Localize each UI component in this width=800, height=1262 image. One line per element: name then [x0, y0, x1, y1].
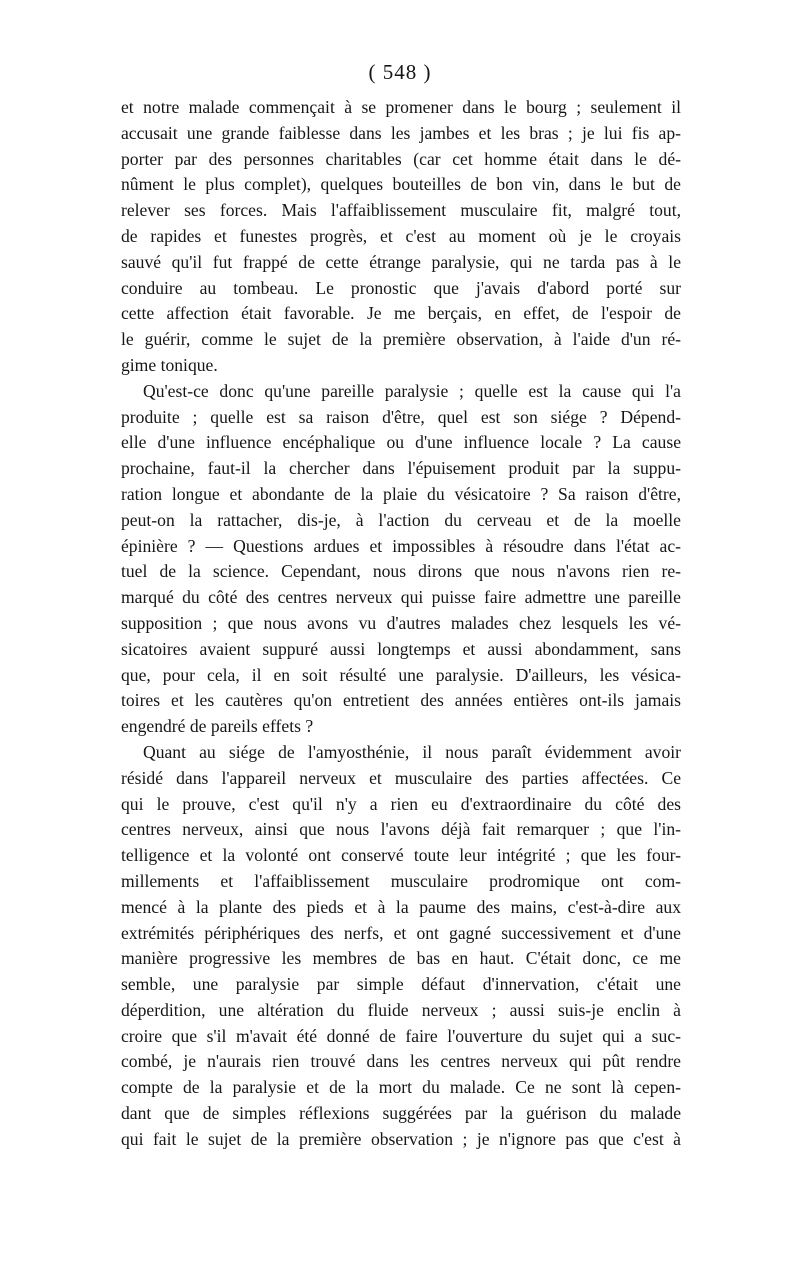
text-line: qui le prouve, c'est qu'il n'y a rien eu d'extraordinaire du côté des: [121, 793, 681, 814]
text-line: engendré de pareils effets ?: [121, 716, 314, 737]
text-line: porter par des personnes charitables (car cet homme était dans le dé-: [121, 148, 681, 169]
page-number: ( 548 ): [368, 60, 432, 84]
text-line: cette affection était favorable. Je me berçais, en effet, de l'espoir de: [121, 303, 681, 324]
text-line: sicatoires avaient suppuré aussi longtemps et aussi abondamment, sans: [121, 638, 681, 659]
text-line: accusait une grande faiblesse dans les jambes et les bras ; je lui fis ap-: [121, 122, 681, 143]
text-line: épinière ? — Questions ardues et impossibles à résoudre dans l'état ac-: [121, 535, 681, 556]
text-line: peut-on la rattacher, dis-je, à l'action du cerveau et de la moelle: [121, 509, 681, 530]
text-line: déperdition, une altération du fluide nerveux ; aussi suis-je enclin à: [121, 999, 681, 1020]
text-line: Quant au siége de l'amyosthénie, il nous paraît évidemment avoir: [143, 741, 681, 762]
text-line: résidé dans l'appareil nerveux et musculaire des parties affectées. Ce: [121, 767, 681, 788]
paragraph: [121, 95, 681, 379]
text-line: que, pour cela, il en soit résulté une paralysie. D'ailleurs, les vésica-: [121, 664, 681, 685]
text-line: tuel de la science. Cependant, nous dirons que nous n'avons rien re-: [121, 561, 681, 582]
paragraph: [121, 740, 681, 1153]
text-line: de rapides et funestes progrès, et c'est au moment où je le croyais: [121, 225, 681, 246]
text-line: produite ; quelle est sa raison d'être, quel est son siége ? Dépend-: [121, 406, 681, 427]
text-line: extrémités périphériques des nerfs, et ont gagné successivement et d'une: [121, 922, 681, 943]
text-line: le guérir, comme le sujet de la première observation, à l'aide d'un ré-: [121, 329, 681, 350]
text-line: elle d'une influence encéphalique ou d'une influence locale ? La cause: [121, 432, 681, 453]
text-line: manière progressive les membres de bas en haut. C'était donc, ce me: [121, 948, 681, 969]
text-line: compte de la paralysie et de la mort du malade. Ce ne sont là cepen-: [121, 1077, 681, 1098]
text-line: millements et l'affaiblissement musculaire prodromique ont com-: [121, 870, 681, 891]
text-line: Qu'est-ce donc qu'une pareille paralysie ; quelle est la cause qui l'a: [143, 380, 681, 401]
text-line: sauvé qu'il fut frappé de cette étrange paralysie, qui ne tarda pas à le: [121, 251, 681, 272]
body-text: [121, 95, 681, 1153]
text-line: conduire au tombeau. Le pronostic que j'avais d'abord porté sur: [121, 277, 681, 298]
text-line: gime tonique.: [121, 354, 218, 375]
paragraph: [121, 379, 681, 740]
text-line: marqué du côté des centres nerveux qui puisse faire admettre une pareille: [121, 587, 681, 608]
text-line: dant que de simples réflexions suggérées par la guérison du malade: [121, 1103, 681, 1124]
text-line: toires et les cautères qu'on entretient des années entières ont-ils jamais: [121, 690, 681, 711]
text-line: qui fait le sujet de la première observation ; je n'ignore pas que c'est à: [121, 1128, 681, 1149]
text-line: semble, une paralysie par simple défaut d'innervation, c'était une: [121, 974, 681, 995]
text-line: supposition ; que nous avons vu d'autres malades chez lesquels les vé-: [121, 612, 681, 633]
text-line: croire que s'il m'avait été donné de faire l'ouverture du sujet qui a suc-: [121, 1025, 681, 1046]
text-line: relever ses forces. Mais l'affaiblissement musculaire fit, malgré tout,: [121, 200, 681, 221]
text-line: nûment le plus complet), quelques bouteilles de bon vin, dans le but de: [121, 174, 681, 195]
text-line: mencé à la plante des pieds et à la paume des mains, c'est-à-dire aux: [121, 896, 681, 917]
text-line: et notre malade commençait à se promener dans le bourg ; seulement il: [121, 97, 681, 117]
text-line: combé, je n'aurais rien trouvé dans les centres nerveux qui pût rendre: [121, 1051, 681, 1072]
text-line: prochaine, faut-il la chercher dans l'épuisement produit par la suppu-: [121, 458, 681, 479]
text-line: telligence et la volonté ont conservé toute leur intégrité ; que les four-: [121, 845, 681, 866]
text-line: centres nerveux, ainsi que nous l'avons déjà fait remarquer ; que l'in-: [121, 819, 681, 840]
text-line: ration longue et abondante de la plaie du vésicatoire ? Sa raison d'être,: [121, 483, 681, 504]
